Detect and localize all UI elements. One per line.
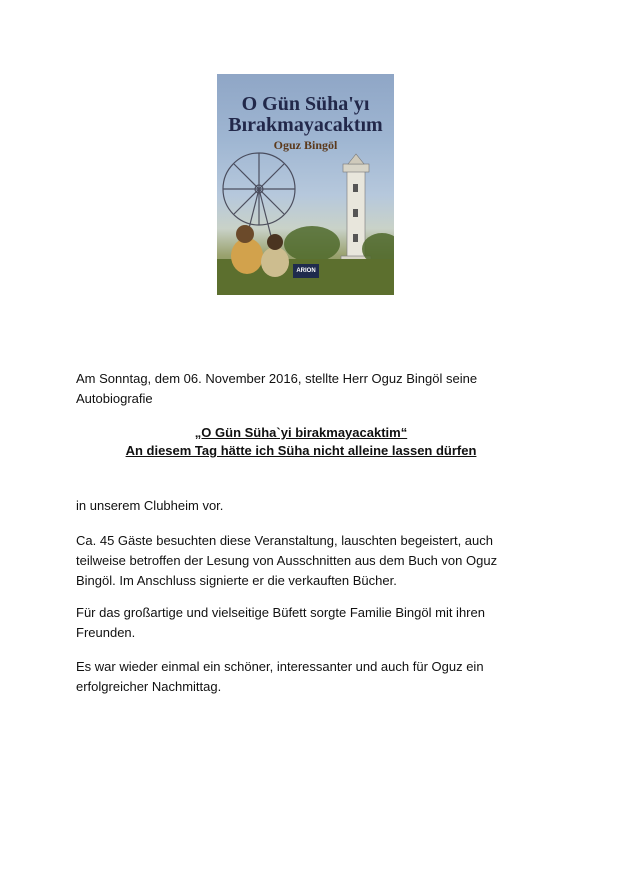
book-title-heading: „O Gün Süha`yi birakmayacaktim“ [194, 425, 408, 440]
intro-paragraph: Am Sonntag, dem 06. November 2016, stellte Herr Oguz Bingöl seine Autobiografie [76, 371, 478, 406]
cover-title-line2: Bırakmayacaktım [228, 114, 383, 136]
cover-author: Oguz Bingöl [273, 138, 338, 152]
location-paragraph: in unserem Clubheim vor. [76, 498, 224, 513]
book-title-translation: An diesem Tag hätte ich Süha nicht alleine lassen dürfen [125, 443, 477, 458]
cover-title-line1: O Gün Süha'yı [241, 93, 370, 115]
guests-paragraph: Ca. 45 Gäste besuchten diese Veranstaltung, lauschten begeistert, auch teilweise betroffen der Lesung von Ausschnitten aus dem Buch von Oguz Bingöl. Im Anschluss signierte er die verkauften Bücher. [76, 533, 498, 588]
publisher-logo: ARION [293, 264, 319, 278]
closing-paragraph: Es war wieder einmal ein schöner, interessanter und auch für Oguz ein erfolgreicher Nachmittag. [76, 659, 484, 694]
book-cover-image [217, 74, 394, 295]
buffet-paragraph: Für das großartige und vielseitige Büfett sorgte Familie Bingöl mit ihren Freunden. [76, 605, 485, 640]
